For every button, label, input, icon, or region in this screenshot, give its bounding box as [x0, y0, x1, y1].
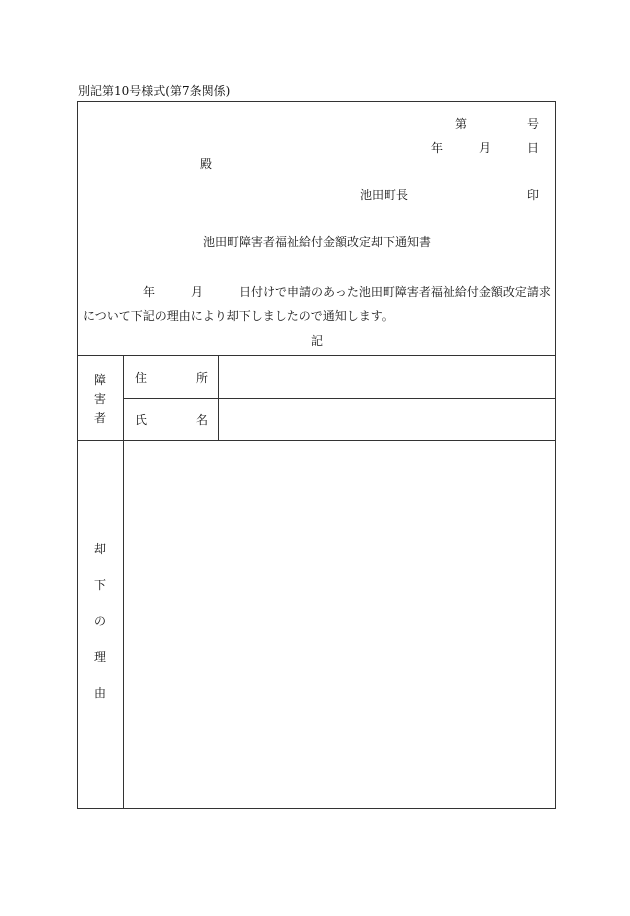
address-field[interactable]: [220, 357, 554, 397]
name-label-2: 名: [196, 413, 209, 427]
table-label-divider: [123, 355, 124, 809]
table-field-divider: [218, 355, 219, 440]
reason-label: 却 下 の 理 由: [93, 542, 106, 700]
table-mid-line: [123, 398, 556, 399]
body-line1: 日付けで申請のあった池田町障害者福祉給付金額改定請求: [239, 285, 551, 299]
name-field[interactable]: [220, 400, 554, 439]
number-go: 号: [527, 117, 540, 131]
address-label-1: 住: [135, 371, 148, 385]
address-label-2: 所: [196, 371, 209, 385]
number-dai: 第: [455, 117, 468, 131]
date-day: 日: [527, 141, 540, 155]
person-label: 障 害 者: [93, 373, 106, 425]
issuer-name: 池田町長: [360, 188, 409, 202]
reason-field[interactable]: [125, 442, 554, 807]
addressee-suffix: 殿: [200, 157, 213, 171]
date-month: 月: [479, 141, 492, 155]
table-reason-line: [77, 440, 556, 441]
ki-label: 記: [311, 334, 324, 348]
table-top-line: [77, 355, 556, 356]
document-title: 池田町障害者福祉給付金額改定却下通知書: [203, 235, 432, 249]
name-label-1: 氏: [135, 413, 148, 427]
form-label: 別記第10号様式(第7条関係): [78, 84, 231, 98]
body-month: 月: [191, 285, 204, 299]
body-year: 年: [143, 285, 156, 299]
body-line2: について下記の理由により却下しましたので通知します。: [83, 309, 394, 323]
seal-mark: 印: [527, 188, 540, 202]
date-year: 年: [431, 141, 444, 155]
